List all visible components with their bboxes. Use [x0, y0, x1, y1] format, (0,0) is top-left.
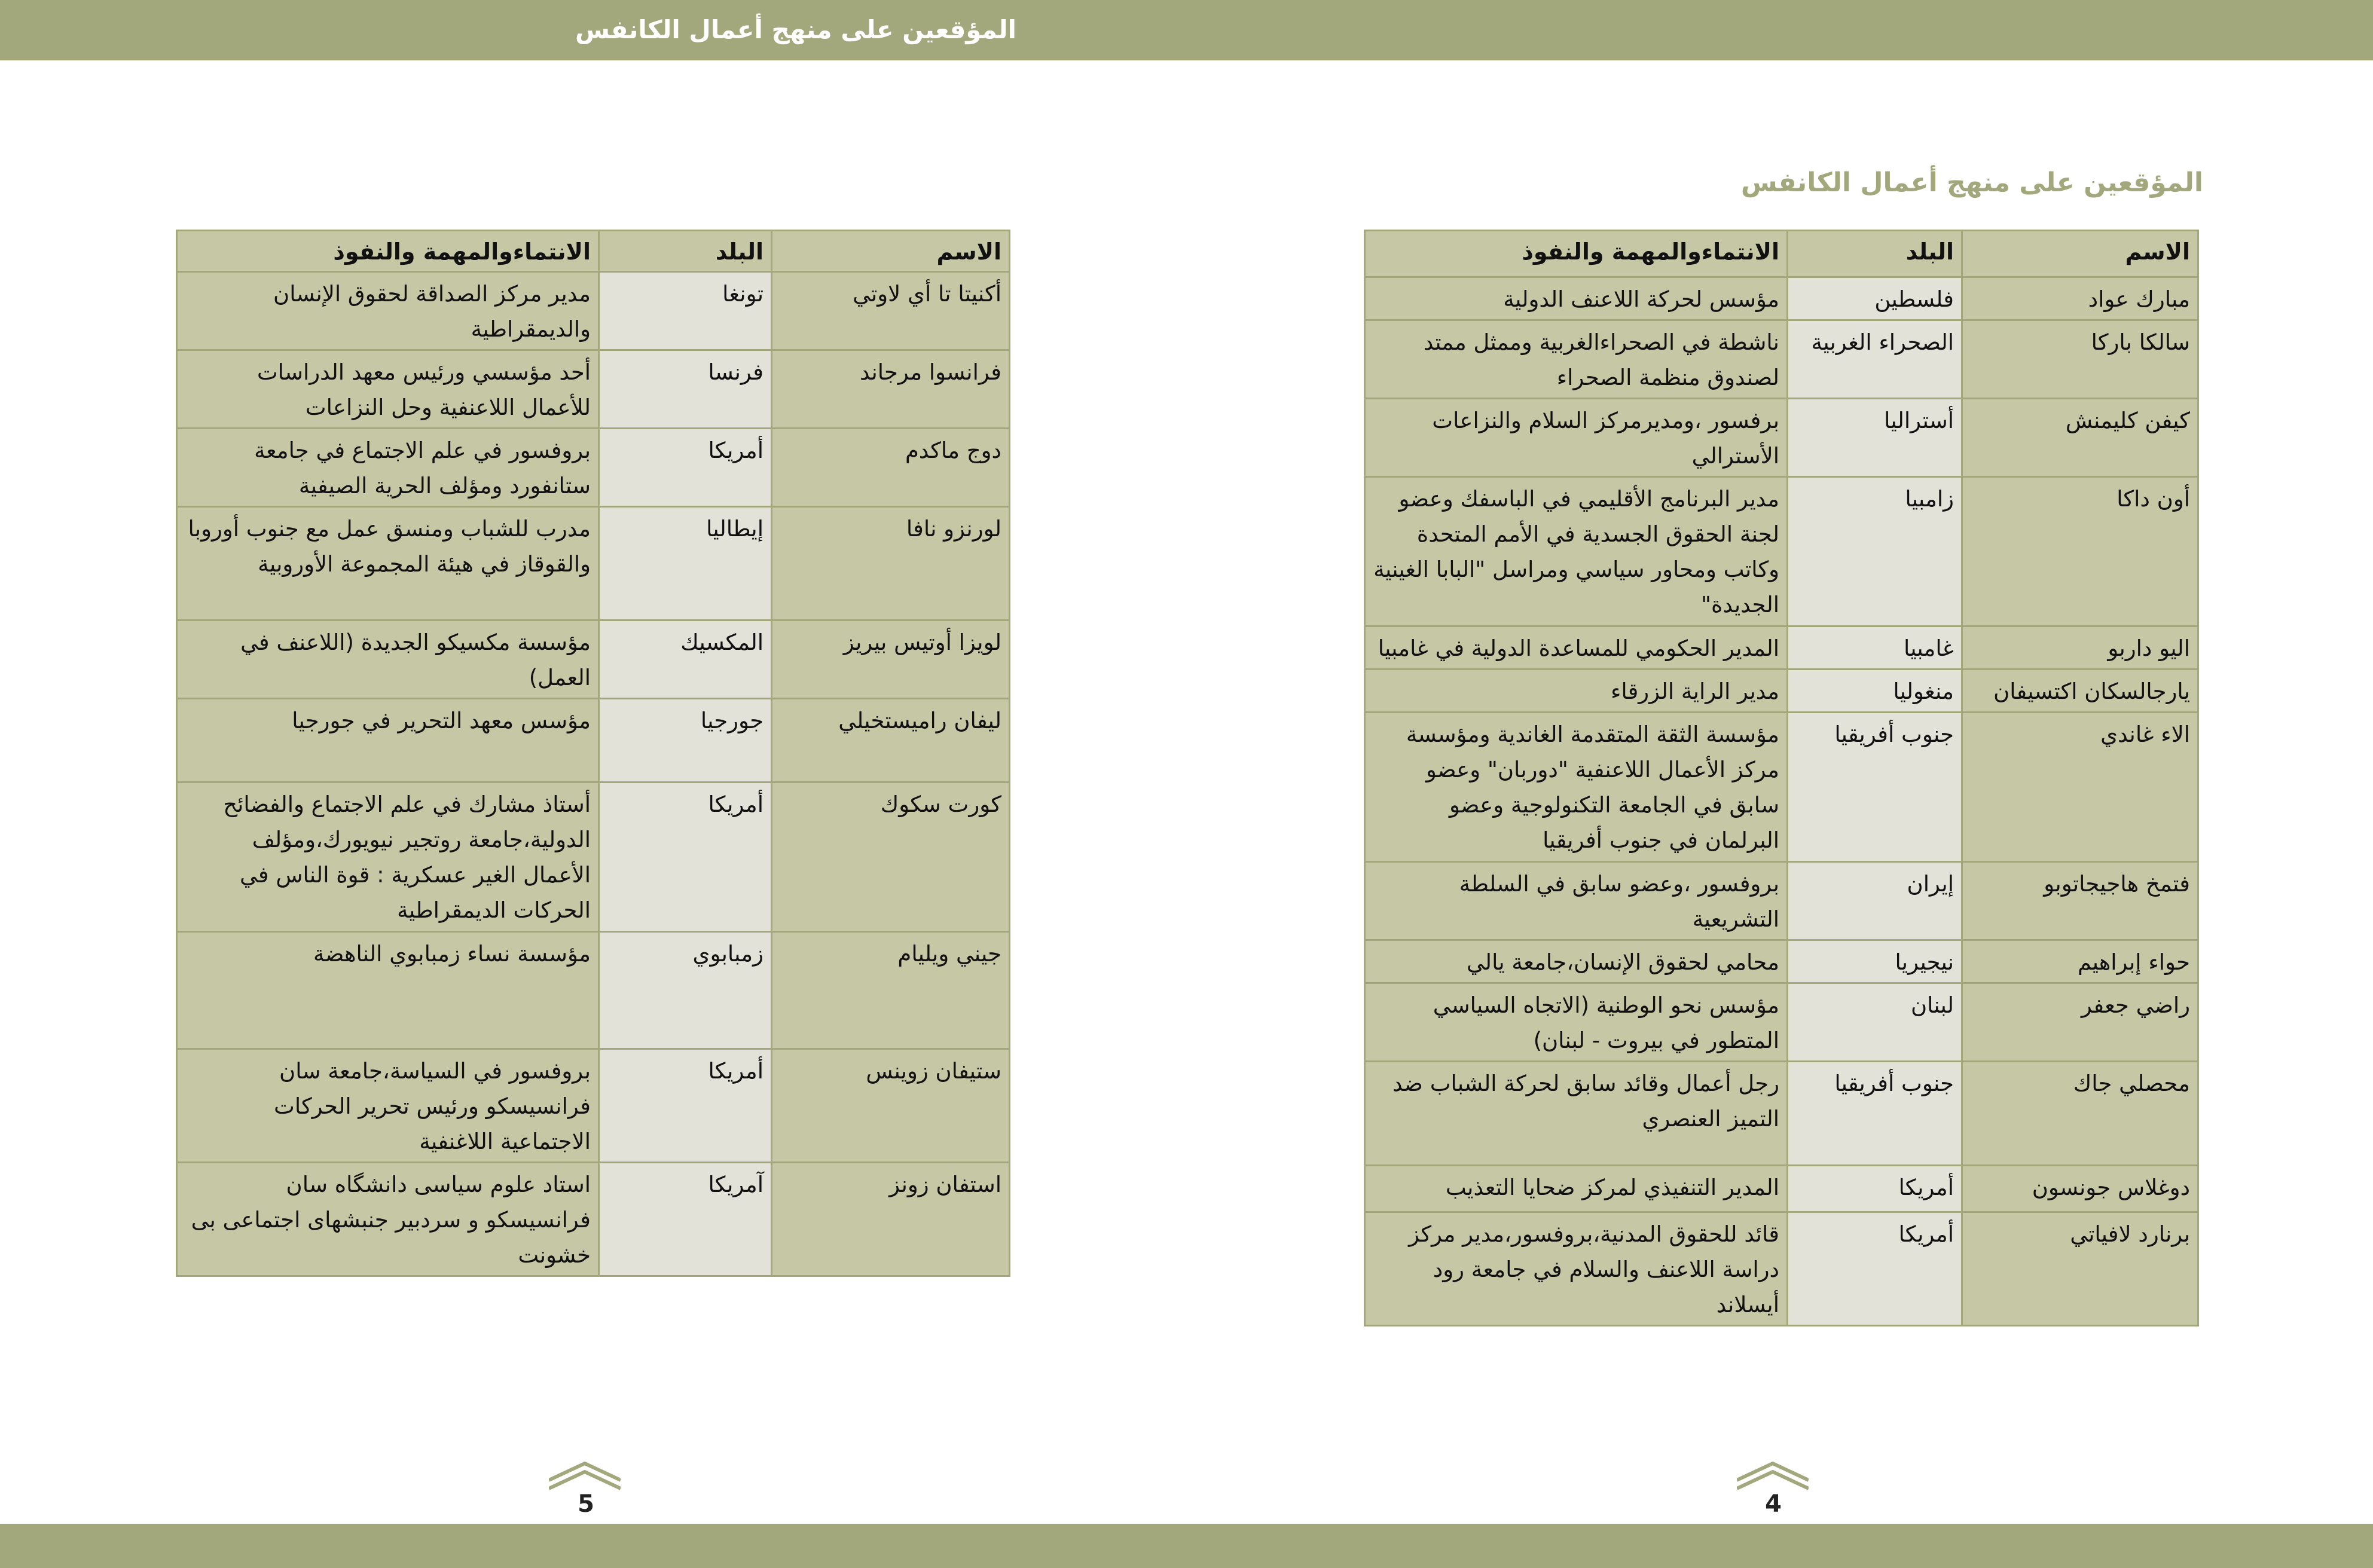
- signatory-name-cell: دوج ماكدم: [772, 429, 1010, 507]
- signatory-role-cell: مؤسس نحو الوطنية (الاتجاه السياسي المتطور في بيروت - لبنان): [1365, 983, 1788, 1062]
- table-row: [1365, 983, 2198, 1062]
- signatory-role-cell: أستاذ مشارك في علم الاجتماع والفضائح الدولية،جامعة روتجير نيويورك،ومؤلف الأعمال الغير عسكرية : قوة الناس في الحركات الديمقراطية: [177, 783, 599, 932]
- signatory-country-cell: جورجيا: [599, 699, 772, 783]
- header-title: المؤقعين على منهج أعمال الكانفس: [575, 15, 1016, 44]
- signatory-name-cell: لويزا أوتيس بيريز: [772, 621, 1010, 699]
- signatory-country-cell: آمریکا: [599, 1163, 772, 1276]
- signatory-role-cell: أحد مؤسسي ورئيس معهد الدراسات للأعمال اللاعنفية وحل النزاعات: [177, 350, 599, 429]
- signatory-role-cell: مؤسسة مكسيكو الجديدة (اللاعنف في العمل): [177, 621, 599, 699]
- table-row: [1365, 713, 2198, 862]
- table-row: [177, 1049, 1010, 1163]
- signatory-name-cell: جيني ويليام: [772, 932, 1010, 1049]
- signatory-country-cell: المكسيك: [599, 621, 772, 699]
- signatory-country-cell: زمبابوي: [599, 932, 772, 1049]
- signatory-country-cell: زامبيا: [1788, 477, 1962, 626]
- signatory-name-cell: برنارد لافياتي: [1962, 1212, 2198, 1326]
- table-row: [177, 699, 1010, 783]
- table-row: [177, 507, 1010, 621]
- column-header-country: البلد: [599, 231, 772, 272]
- signatory-country-cell: أمريكا: [599, 1049, 772, 1163]
- signatory-name-cell: أكنيتا تا أي لاوتي: [772, 272, 1010, 350]
- signatories-table-page-4: [1364, 230, 2199, 1326]
- signatory-country-cell: إيطاليا: [599, 507, 772, 621]
- signatory-country-cell: جنوب أفريقيا: [1788, 1062, 1962, 1166]
- page-heading: المؤقعين على منهج أعمال الكانفس: [1740, 167, 2203, 198]
- top-header-band: [0, 0, 2373, 60]
- table-row: [1365, 1212, 2198, 1326]
- signatory-role-cell: رجل أعمال وقائد سابق لحركة الشباب ضد التميز العنصري: [1365, 1062, 1788, 1166]
- signatory-role-cell: استاد علوم سیاسی دانشگاه سان فرانسیسکو و سردبیر جنبشهای اجتماعی بی خشونت: [177, 1163, 599, 1276]
- signatory-name-cell: محصلي جاك: [1962, 1062, 2198, 1166]
- signatory-role-cell: قائد للحقوق المدنية،بروفسور،مدير مركز دراسة اللاعنف والسلام في جامعة رود أيسلاند: [1365, 1212, 1788, 1326]
- signatory-country-cell: أمريكا: [599, 783, 772, 932]
- signatory-name-cell: فتمخ هاجيجاتوبو: [1962, 862, 2198, 940]
- signatory-role-cell: مدرب للشباب ومنسق عمل مع جنوب أوروبا والقوقاز في هيئة المجموعة الأوروبية: [177, 507, 599, 621]
- signatory-name-cell: يارجالسكان اكتسيفان: [1962, 670, 2198, 713]
- signatory-role-cell: مؤسس لحركة اللاعنف الدولية: [1365, 277, 1788, 320]
- signatory-role-cell: برفسور ،ومديرمركز السلام والنزاعات الأسترالي: [1365, 399, 1788, 477]
- table-row: [1365, 320, 2198, 399]
- column-header-name: الاسم: [772, 231, 1010, 272]
- signatory-country-cell: تونغا: [599, 272, 772, 350]
- signatory-name-cell: دوغلاس جونسون: [1962, 1166, 2198, 1212]
- table-row: [1365, 626, 2198, 670]
- signatory-name-cell: حواء إبراهيم: [1962, 940, 2198, 983]
- bottom-footer-band: [0, 1524, 2373, 1568]
- signatory-country-cell: الصحراء الغربية: [1788, 320, 1962, 399]
- signatory-name-cell: كيفن كليمنش: [1962, 399, 2198, 477]
- signatory-name-cell: فرانسوا مرجاند: [772, 350, 1010, 429]
- signatory-country-cell: لبنان: [1788, 983, 1962, 1062]
- signatory-country-cell: نيجيريا: [1788, 940, 1962, 983]
- column-header-country: البلد: [1788, 231, 1962, 277]
- signatory-role-cell: مؤسسة نساء زمبابوي الناهضة: [177, 932, 599, 1049]
- signatory-role-cell: ناشطة في الصحراءالغربية وممثل ممتد لصندوق منظمة الصحراء: [1365, 320, 1788, 399]
- signatory-name-cell: استفان زونز: [772, 1163, 1010, 1276]
- signatory-role-cell: مدير الراية الزرقاء: [1365, 670, 1788, 713]
- table-row: [1365, 1062, 2198, 1166]
- signatory-country-cell: فلسطين: [1788, 277, 1962, 320]
- page-number-left: 5: [578, 1490, 594, 1518]
- signatory-name-cell: كورت سكوك: [772, 783, 1010, 932]
- signatory-role-cell: مؤسسة الثقة المتقدمة الغاندية ومؤسسة مركز الأعمال اللاعنفية "دوربان" وعضو سابق في الجامعة التكنولوجية وعضو البرلمان في جنوب أفريقيا: [1365, 713, 1788, 862]
- table-row: [177, 932, 1010, 1049]
- table-row: [177, 621, 1010, 699]
- table-row: [1365, 277, 2198, 320]
- table-row: [1365, 1166, 2198, 1212]
- table-row: [177, 272, 1010, 350]
- signatory-name-cell: ستيفان زوينس: [772, 1049, 1010, 1163]
- signatory-role-cell: مؤسس معهد التحرير في جورجيا: [177, 699, 599, 783]
- signatory-name-cell: ليفان راميستخيلي: [772, 699, 1010, 783]
- signatory-name-cell: اليو داربو: [1962, 626, 2198, 670]
- signatory-role-cell: المدير التنفيذي لمركز ضحايا التعذيب: [1365, 1166, 1788, 1212]
- signatory-country-cell: فرنسا: [599, 350, 772, 429]
- signatory-name-cell: مبارك عواد: [1962, 277, 2198, 320]
- signatory-role-cell: مدير البرنامج الأقليمي في الباسفك وعضو لجنة الحقوق الجسدية في الأمم المتحدة وكاتب ومحاور سياسي ومراسل "البابا الغينية الجديدة": [1365, 477, 1788, 626]
- signatory-country-cell: إيران: [1788, 862, 1962, 940]
- table-header-row: [177, 231, 1010, 272]
- page-number-right: 4: [1765, 1490, 1782, 1518]
- signatory-role-cell: بروفسور ،وعضو سابق في السلطة التشريعية: [1365, 862, 1788, 940]
- table-row: [1365, 399, 2198, 477]
- table-row: [1365, 862, 2198, 940]
- signatory-role-cell: محامي لحقوق الإنسان،جامعة يالي: [1365, 940, 1788, 983]
- column-header-name: الاسم: [1962, 231, 2198, 277]
- signatory-country-cell: أمريكا: [1788, 1166, 1962, 1212]
- signatory-name-cell: راضي جعفر: [1962, 983, 2198, 1062]
- table-header-row: [1365, 231, 2198, 277]
- table-row: [177, 783, 1010, 932]
- signatory-role-cell: مدير مركز الصداقة لحقوق الإنسان والديمقراطية: [177, 272, 599, 350]
- signatories-table-page-5: [176, 230, 1010, 1277]
- signatory-country-cell: أستراليا: [1788, 399, 1962, 477]
- signatory-role-cell: بروفسور في السياسة،جامعة سان فرانسيسكو ورئيس تحرير الحركات الاجتماعية اللاغنفية: [177, 1049, 599, 1163]
- signatory-country-cell: أمريكا: [599, 429, 772, 507]
- signatory-country-cell: منغوليا: [1788, 670, 1962, 713]
- signatory-name-cell: لورنزو نافا: [772, 507, 1010, 621]
- signatory-name-cell: الاء غاندي: [1962, 713, 2198, 862]
- table-row: [1365, 670, 2198, 713]
- signatory-name-cell: سالكا باركا: [1962, 320, 2198, 399]
- signatory-country-cell: جنوب أفريقيا: [1788, 713, 1962, 862]
- column-header-role: الانتماءوالمهمة والنفوذ: [177, 231, 599, 272]
- chevron-up-icon: [549, 1459, 621, 1494]
- signatory-role-cell: المدير الحكومي للمساعدة الدولية في غامبيا: [1365, 626, 1788, 670]
- table-row: [177, 1163, 1010, 1276]
- column-header-role: الانتماءوالمهمة والنفوذ: [1365, 231, 1788, 277]
- signatory-role-cell: بروفسور في علم الاجتماع في جامعة ستانفورد ومؤلف الحرية الصيفية: [177, 429, 599, 507]
- signatory-name-cell: أون داكا: [1962, 477, 2198, 626]
- table-row: [1365, 477, 2198, 626]
- chevron-up-icon: [1737, 1459, 1809, 1494]
- table-row: [1365, 940, 2198, 983]
- signatory-country-cell: أمريكا: [1788, 1212, 1962, 1326]
- signatory-country-cell: غامبيا: [1788, 626, 1962, 670]
- table-row: [177, 429, 1010, 507]
- table-row: [177, 350, 1010, 429]
